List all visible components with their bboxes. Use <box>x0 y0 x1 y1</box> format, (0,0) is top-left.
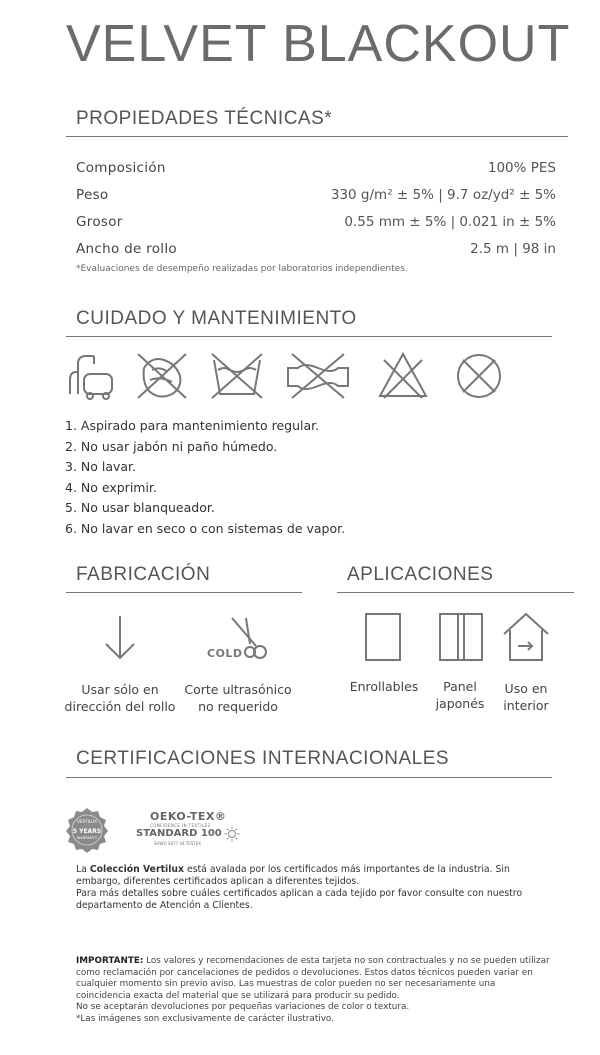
oeko-sub: CONFIDENCE IN TEXTILES <box>150 823 211 828</box>
item-line: Corte ultrasónico <box>184 682 292 697</box>
list-item: 2. No usar jabón ni paño húmedo. <box>65 438 278 454</box>
item-line: dirección del rollo <box>64 699 176 714</box>
cold-label: COLD <box>207 647 243 660</box>
care-icons <box>64 350 524 402</box>
item-line: Panel <box>443 679 477 694</box>
no-bleach-icon <box>376 350 430 402</box>
list-item: 4. No exprimir. <box>65 479 157 495</box>
property-value: 0.55 mm ± 5% | 0.021 in ± 5% <box>344 213 556 230</box>
property-label: Composición <box>76 159 166 176</box>
fabrication-rule <box>66 592 302 593</box>
warranty-seal-logo <box>64 807 110 853</box>
property-value: 330 g/m² ± 5% | 9.7 oz/yd² ± 5% <box>330 186 556 203</box>
fabrication-item-direction <box>60 681 180 715</box>
japanese-panel-icon <box>436 610 486 664</box>
item-line: japonés <box>435 696 485 711</box>
list-item: 1. Aspirado para mantenimiento regular. <box>65 418 320 433</box>
technical-heading: PROPIEDADES TÉCNICAS* <box>76 108 333 129</box>
applications-rule <box>337 592 574 593</box>
care-list <box>65 416 345 539</box>
property-value: 100% PES <box>487 159 556 176</box>
list-item: 3. No lavar. <box>65 459 137 474</box>
no-dry-clean-icon <box>452 350 506 402</box>
item-line: no requerido <box>198 699 278 714</box>
certifications-rule <box>66 777 552 778</box>
important-label: IMPORTANTE: <box>76 956 144 966</box>
text-span: La <box>76 864 90 875</box>
property-label: Grosor <box>76 213 123 230</box>
item-line: Uso en <box>504 681 548 696</box>
fabrication-heading: FABRICACIÓN <box>76 564 211 585</box>
brand-name: Colección Vertilux <box>89 864 185 875</box>
property-label: Ancho de rollo <box>76 240 177 257</box>
technical-note: *Evaluaciones de desempeño realizadas por laboratorios independientes. <box>76 264 408 274</box>
certifications-heading: CERTIFICACIONES INTERNACIONALES <box>76 748 450 769</box>
text-span: Los valores y recomendaciones de esta tarjeta no son contractuales y no se pueden utilizar como reclamación por cancelaciones de pedidos o devoluciones. Estos datos técnicos pueden variar en cualquier momento sin previo aviso. Las muestras de color pueden no ser necesariamente una coincidencia exacta del material que se utilizará para producir su pedido. <box>76 956 550 1001</box>
certifications-text <box>76 864 552 912</box>
vacuum-icon <box>64 350 118 402</box>
text-span: está avalada por los certificados más importantes de la industria. Sin embargo, diferentes certificados aplican a diferentes tejidos. <box>76 864 510 887</box>
certifications-paragraph: Para más detalles sobre cuáles certificados aplican a cada tejido por favor consulte con nuestro departamento de Atención a Clientes. <box>76 888 523 911</box>
property-row <box>76 154 556 181</box>
application-item-rollers <box>344 678 424 695</box>
property-row <box>76 235 556 262</box>
care-heading: CUIDADO Y MANTENIMIENTO <box>76 308 357 329</box>
item-line: interior <box>503 698 549 713</box>
oeko-code: SHWO 0877 44 TESTEX <box>154 841 201 846</box>
applications-heading: APLICACIONES <box>347 564 494 585</box>
seal-text: 5 YEARS <box>72 828 102 835</box>
technical-properties <box>76 154 556 262</box>
seal-text: WARRANTY <box>76 836 98 840</box>
property-row <box>76 208 556 235</box>
product-title: VELVET BLACKOUT <box>66 15 571 73</box>
fabrication-item-cut <box>180 681 296 715</box>
application-item-indoor <box>486 680 566 714</box>
oeko-standard: STANDARD 100 <box>136 828 222 839</box>
technical-rule <box>66 136 568 137</box>
oeko-tex-logo <box>134 810 244 848</box>
indoor-use-icon <box>500 610 552 664</box>
property-row <box>76 181 556 208</box>
care-rule <box>66 336 552 337</box>
oeko-brand: OEKO-TEX® <box>150 810 227 823</box>
list-item: 6. No lavar en seco o con sistemas de vapor. <box>65 520 346 536</box>
arrow-down-icon <box>100 612 140 664</box>
important-paragraph: No se aceptarán devoluciones por pequeñas variaciones de color o textura. <box>76 1002 410 1013</box>
sun-icon <box>224 826 240 842</box>
property-value: 2.5 m | 98 in <box>470 240 556 257</box>
item-line: Usar sólo en <box>81 682 159 697</box>
no-wash-icon <box>210 350 264 402</box>
important-disclaimer <box>76 956 552 1026</box>
no-wring-icon <box>284 350 352 402</box>
important-paragraph: *Las imágenes son exclusivamente de carácter ilustrativo. <box>76 1013 334 1024</box>
important-paragraph <box>76 956 552 1002</box>
item-line: Enrollables <box>349 679 419 694</box>
property-label: Peso <box>76 186 109 203</box>
certifications-paragraph <box>76 864 552 888</box>
no-soap-wet-cloth-icon <box>134 350 190 402</box>
list-item: 5. No usar blanqueador. <box>65 500 215 515</box>
seal-text: VERTILUX <box>77 819 97 824</box>
roller-blind-icon <box>362 610 406 664</box>
